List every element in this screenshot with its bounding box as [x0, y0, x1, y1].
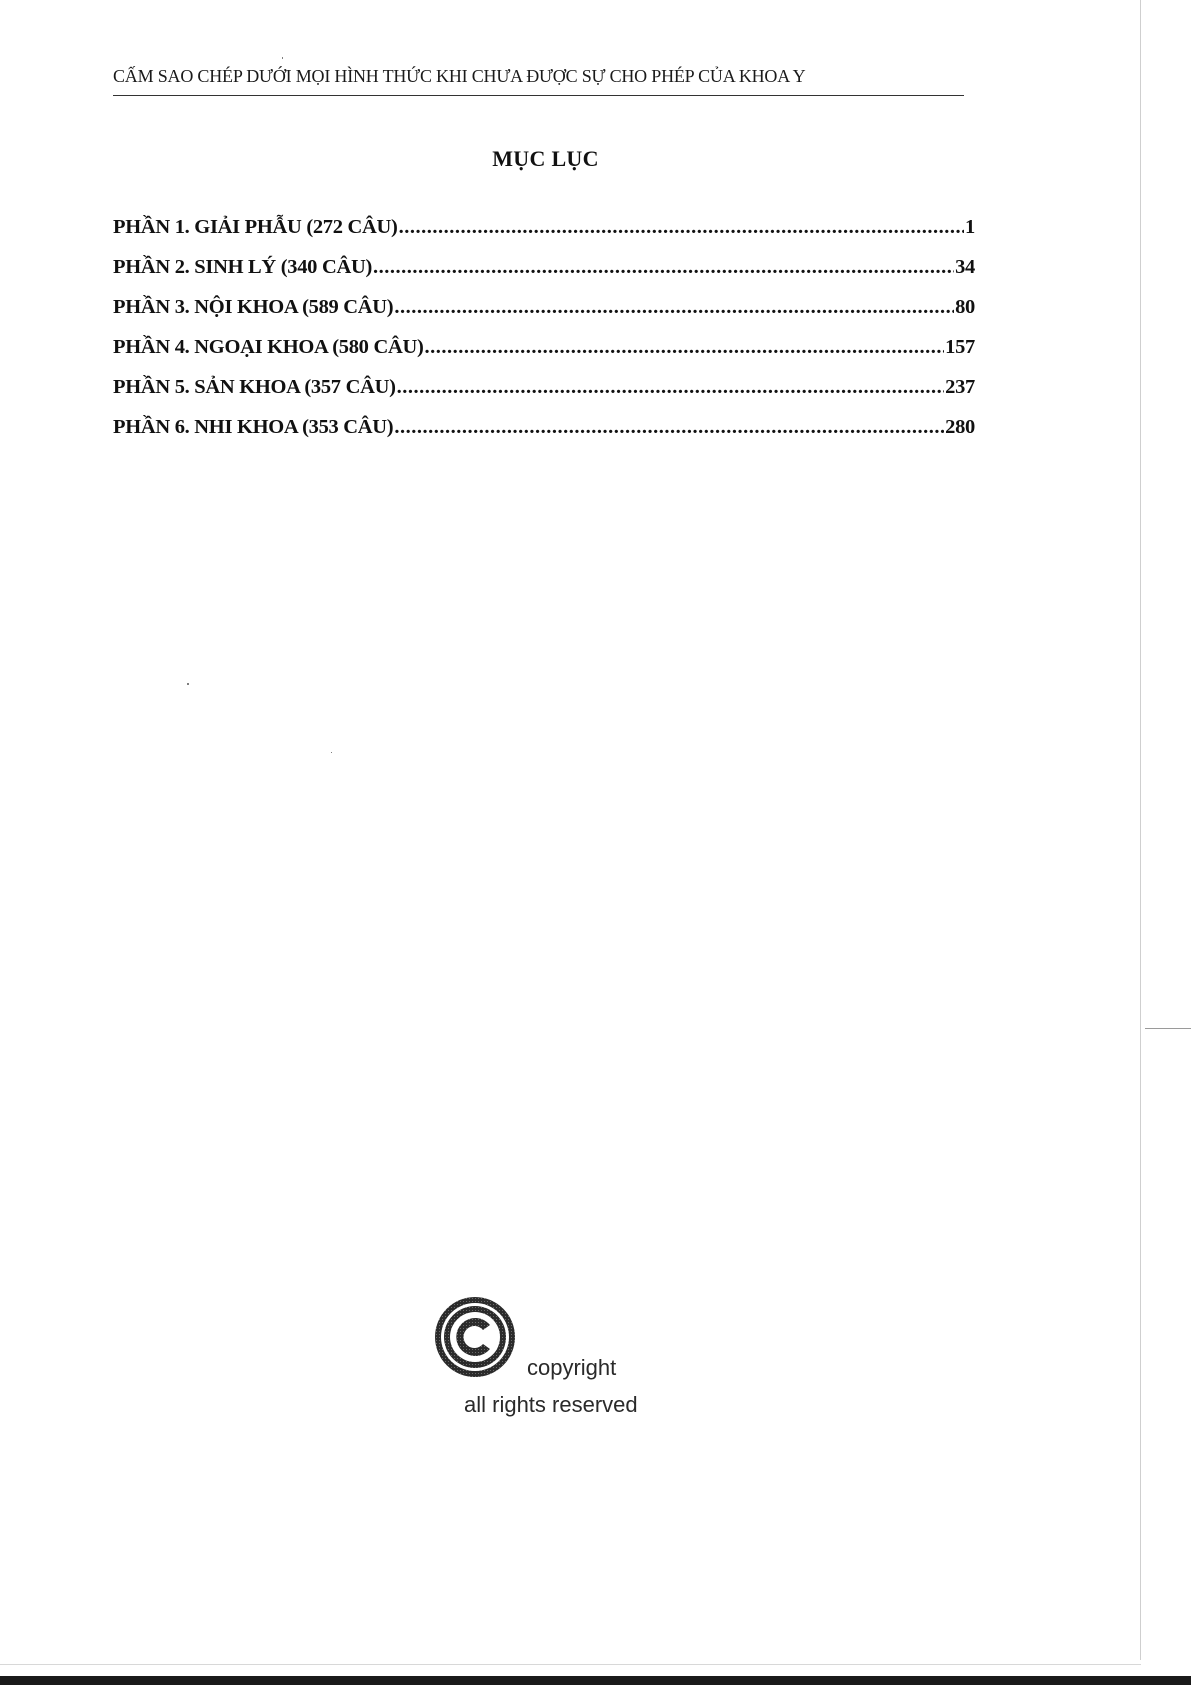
toc-entry-label: PHẦN 1. GIẢI PHẪU (272 CÂU) [113, 216, 398, 238]
toc-entry-page: 80 [955, 296, 975, 318]
scan-speck [282, 57, 283, 59]
page-title: MỤC LỤC [492, 146, 599, 171]
page-edge-bottom-line [0, 1664, 1141, 1665]
page-edge-right [1140, 0, 1141, 1660]
toc-entry-6[interactable] [113, 416, 975, 456]
copyright-stamp [432, 1294, 652, 1424]
toc-entry-2[interactable] [113, 256, 975, 296]
toc-entry-label: PHẦN 5. SẢN KHOA (357 CÂU) [113, 376, 396, 398]
toc-dot-leader [399, 216, 964, 239]
toc-entry-page: 34 [955, 256, 975, 278]
toc-entry-1[interactable] [113, 216, 975, 256]
toc-entry-label: PHẦN 6. NHI KHOA (353 CÂU) [113, 416, 394, 438]
copyright-rights: all rights reserved [464, 1392, 638, 1417]
toc-entry-5[interactable] [113, 376, 975, 416]
toc-entry-page: 157 [945, 336, 975, 358]
toc-entry-page: 280 [945, 416, 975, 438]
toc-entry-4[interactable] [113, 336, 975, 376]
page-edge-notch [1145, 1028, 1191, 1029]
toc-entry-page: 1 [965, 216, 975, 238]
scan-speck [331, 752, 332, 753]
copyright-word: copyright [527, 1355, 617, 1380]
toc-entry-label: PHẦN 2. SINH LÝ (340 CÂU) [113, 256, 373, 278]
toc-entry-page: 237 [945, 376, 975, 398]
table-of-contents [113, 216, 975, 456]
header-rule [113, 95, 964, 96]
toc-dot-leader [397, 376, 945, 399]
toc-entry-label: PHẦN 3. NỘI KHOA (589 CÂU) [113, 296, 394, 318]
toc-dot-leader [424, 336, 944, 359]
page-edge-bottom [0, 1676, 1191, 1685]
toc-dot-leader [394, 296, 954, 319]
toc-dot-leader [394, 416, 944, 439]
page-header: CẤM SAO CHÉP DƯỚI MỌI HÌNH THỨC KHI CHƯA ĐƯỢC SỰ CHO PHÉP CỦA KHOA Y [113, 66, 806, 86]
scan-speck [187, 683, 189, 685]
toc-entry-3[interactable] [113, 296, 975, 336]
copyright-icon [432, 1294, 518, 1380]
toc-dot-leader [373, 256, 954, 279]
toc-entry-label: PHẦN 4. NGOẠI KHOA (580 CÂU) [113, 336, 424, 358]
